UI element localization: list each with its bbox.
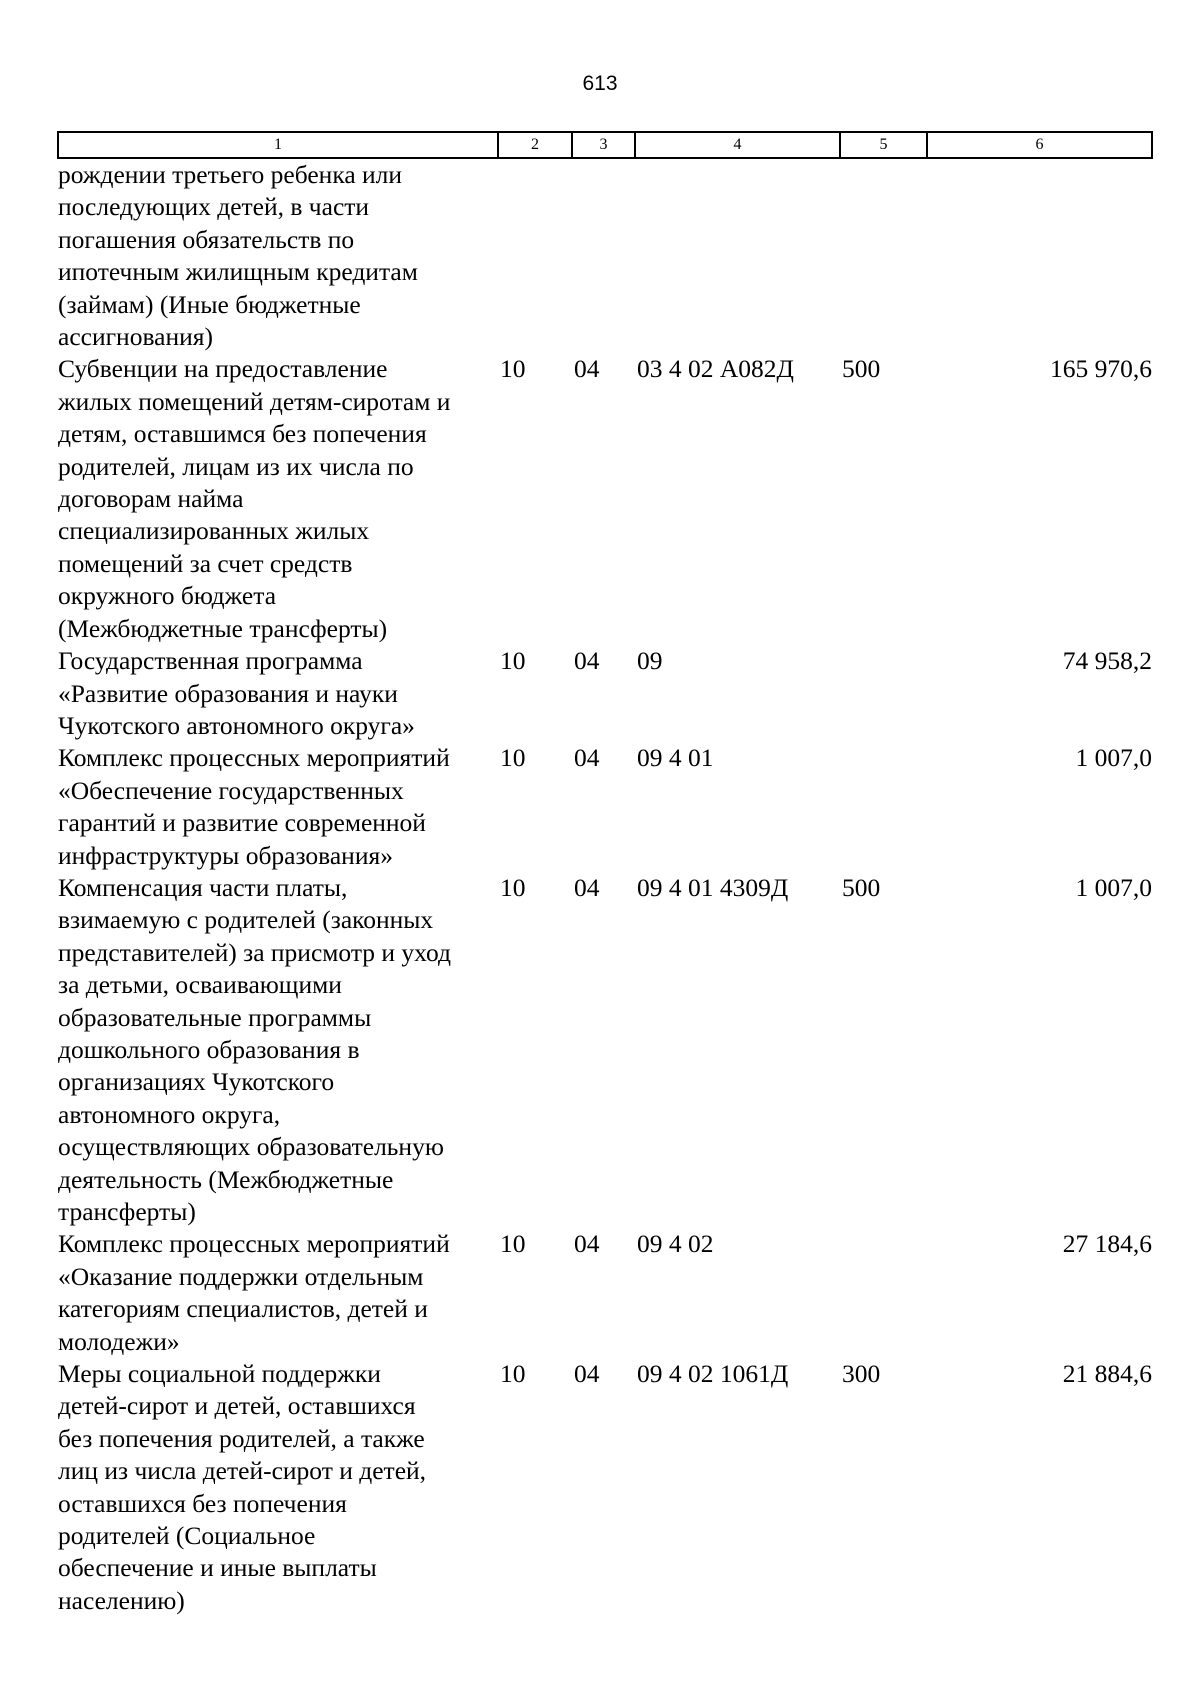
row-name-cell [58,158,498,353]
column-header-expense-type: 5 [840,132,927,158]
row-subsection: 04 [574,872,600,902]
row-name-cell [58,1358,498,1617]
row-name: рождении третьего ребенка или последующих детей, в части погашения обязательств по ипотечным жилищным кредитам (займам) (Иные бюджетные ассигнования) [58,160,418,352]
row-name-cell [58,1228,498,1358]
budget-table [57,131,1153,1617]
table-row [58,872,1152,1228]
table-row [58,742,1152,872]
row-expense-type [840,158,927,353]
row-section: 10 [500,1359,526,1389]
row-section: 10 [500,354,526,384]
row-target-article: 09 4 01 [637,743,714,773]
table-row [58,353,1152,645]
row-target-article [635,158,840,353]
table-body [58,158,1152,1617]
row-name-cell [58,742,498,872]
table-row [58,158,1152,353]
row-amount: 21 884,6 [1062,1359,1152,1389]
column-header-section: 2 [498,132,572,158]
row-subsection: 04 [574,354,600,384]
row-expense-type [840,742,927,872]
row-target-article: 09 4 01 4309Д [637,872,789,902]
row-expense-type: 500 [842,872,881,902]
row-subsection: 04 [574,1229,600,1259]
row-expense-type [840,1228,927,1358]
row-target-article: 03 4 02 А082Д [637,354,794,384]
row-subsection: 04 [574,646,600,676]
row-amount: 1 007,0 [1075,872,1152,902]
row-expense-type: 500 [842,354,881,384]
row-section: 10 [500,1229,526,1259]
row-subsection: 04 [574,743,600,773]
row-amount: 27 184,6 [1062,1229,1152,1259]
header-row [58,132,1152,158]
row-section [498,158,572,353]
row-expense-type: 300 [842,1359,881,1389]
table-header [58,132,1152,158]
row-amount: 1 007,0 [1075,743,1152,773]
row-subsection: 04 [574,1359,600,1389]
row-target-article: 09 4 02 [637,1229,714,1259]
row-section: 10 [500,743,526,773]
row-section: 10 [500,872,526,902]
row-name: Комплекс процессных мероприятий «Оказание поддержки отдельным категориям специалистов, детей и молодежи» [58,1229,450,1356]
table-row [58,1228,1152,1358]
row-name-cell [58,645,498,742]
row-name: Меры социальной поддержки детей-сирот и детей, оставшихся без попечения родителей, а также лиц из числа детей-сирот и детей, оставшихся без попечения родителей (Социальное обеспечение и иные выплаты населению) [58,1359,427,1615]
row-name: Компенсация части платы, взимаемую с родителей (законных представителей) за присмотр и уход за детьми, осваивающими образовательные программы дошкольного образования в организациях Чукотского автономного округа, осуществляющих образовательную деятельность (Межбюджетные трансферты) [58,872,451,1226]
table-row [58,645,1152,742]
row-name: Комплекс процессных мероприятий «Обеспечение государственных гарантий и развитие современной инфраструктуры образования» [58,743,450,870]
row-amount: 74 958,2 [1062,646,1152,676]
row-amount: 165 970,6 [1050,354,1152,384]
row-subsection [572,158,635,353]
page-number: 613 [582,72,618,95]
row-target-article: 09 [637,646,663,676]
row-name-cell [58,872,498,1228]
row-expense-type [840,645,927,742]
column-header-target-article: 4 [635,132,840,158]
row-name-cell [58,353,498,645]
table-row [58,1358,1152,1617]
column-header-name: 1 [58,132,498,158]
row-name: Субвенции на предоставление жилых помещений детям-сиротам и детям, оставшимся без попечения родителей, лицам из их числа по договорам найма специализированных жилых помещений за счет средств окружного бюджета (Межбюджетные трансферты) [58,354,451,643]
column-header-subsection: 3 [572,132,635,158]
row-section: 10 [500,646,526,676]
column-header-amount: 6 [927,132,1152,158]
row-amount [927,158,1152,353]
row-target-article: 09 4 02 1061Д [637,1359,789,1389]
row-name: Государственная программа «Развитие образования и науки Чукотского автономного округа» [58,646,415,740]
